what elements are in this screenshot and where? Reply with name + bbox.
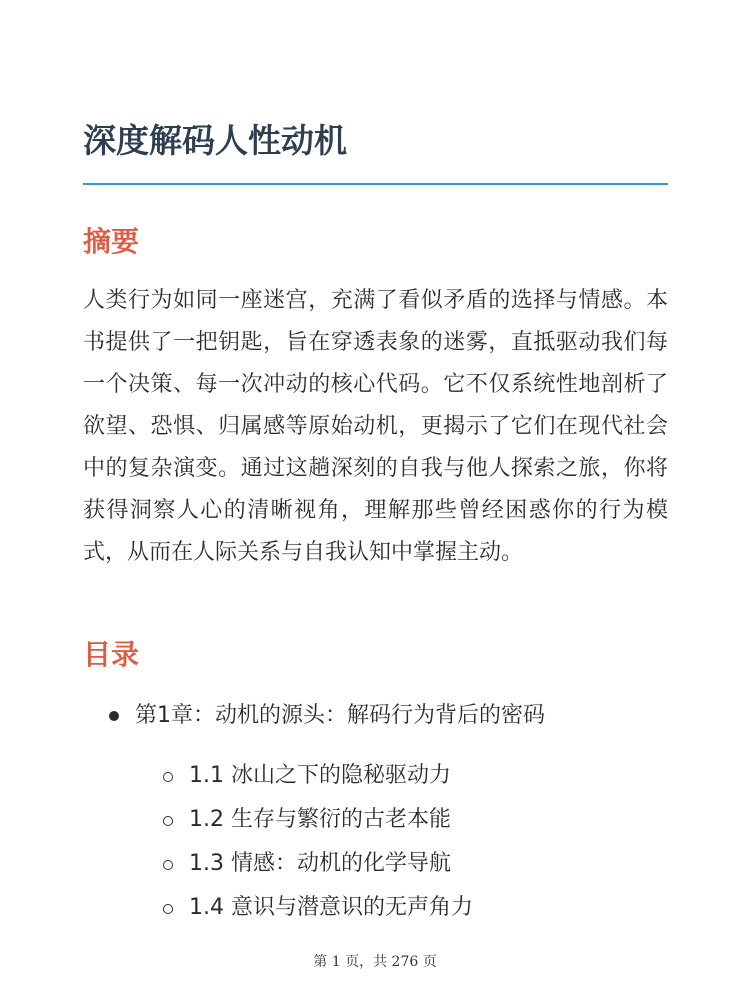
bullet-circle-icon [163,860,173,870]
toc-section-1-1[interactable] [83,758,668,802]
toc-section-label: 1.2 生存与繁衍的古老本能 [189,807,451,832]
abstract-text: 人类行为如同一座迷宫，充满了看似矛盾的选择与情感。本书提供了一把钥匙，旨在穿透表象的迷雾，直抵驱动我们每一个决策、每一次冲动的核心代码。它不仅系统性地剖析了欲望、恐惧、归属感等原始动机，更揭示了它们在现代社会中的复杂演变。通过这趟深刻的自我与他人探索之旅，你将获得洞察人心的清晰视角，理解那些曾经困惑你的行为模式，从而在人际关系与自我认知中掌握主动。 [83,288,668,565]
toc-section-label: 1.4 意识与潜意识的无声角力 [189,895,473,920]
abstract-heading: 摘要 [83,225,140,258]
toc-section-1-4[interactable] [83,890,668,934]
bullet-disc-icon [109,711,119,721]
document-page [83,0,668,1000]
bullet-circle-icon [163,816,173,826]
bullet-circle-icon [163,904,173,914]
bullet-circle-icon [163,772,173,782]
page-number-footer: 第 1 页，共 276 页 [313,954,437,970]
book-title: 深度解码人性动机 [83,121,347,160]
toc-chapter-label: 第1章：动机的源头：解码行为背后的密码 [135,703,545,728]
toc-heading: 目录 [83,638,140,671]
toc-section-label: 1.1 冰山之下的隐秘驱动力 [189,763,451,788]
title-divider [83,183,668,185]
toc-chapter-1[interactable] [83,698,668,738]
toc-section-1-2[interactable] [83,802,668,846]
toc-section-1-3[interactable] [83,846,668,890]
toc-section-label: 1.3 情感：动机的化学导航 [189,851,451,876]
table-of-contents [83,698,668,934]
toc-subsection-list [83,758,668,934]
